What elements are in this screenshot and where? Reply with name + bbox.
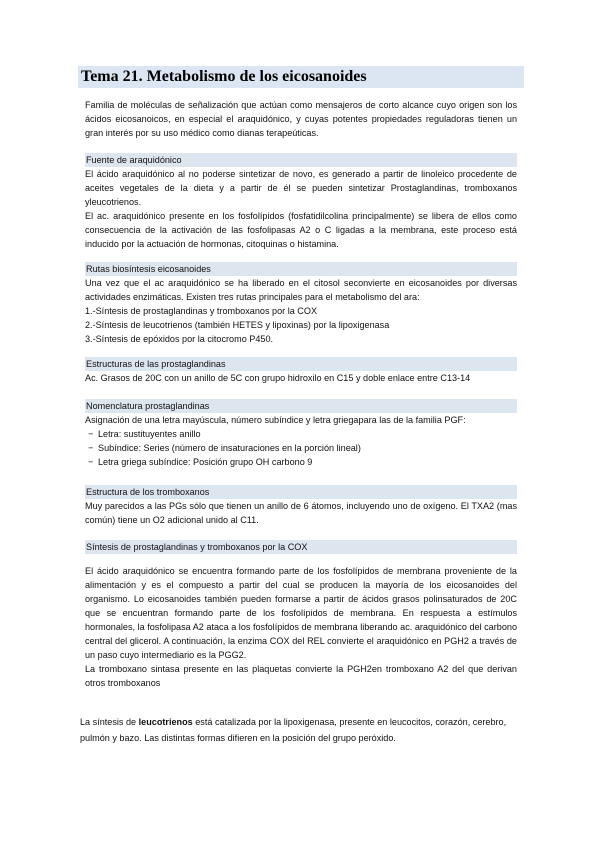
- section-heading-text: Síntesis de prostaglandinas y tromboxanos por la COX: [86, 542, 308, 552]
- section-heading-nomenclatura: [85, 399, 517, 413]
- intro-text: Familia de moléculas de señalización que actúan como mensajeros de corto alcance cuyo origen son los ácidos eicosanoicos, en especial el araquidónico, y cuyas potentes propiedades reguladoras tienen un gran interés por su uso médico como dianas terapeúticas.: [85, 100, 517, 138]
- section-heading-text: Fuente de araquidónico: [86, 155, 182, 165]
- text-run: La síntesis de: [80, 717, 139, 727]
- paragraph: Muy parecidos a las PGs sólo que tienen un anillo de 6 átomos, incluyendo uno de oxígeno. El TXA2 (mas común) tiene un O2 adicional unido al C11.: [85, 501, 517, 525]
- dash-marker: −: [88, 443, 94, 453]
- section-heading-rutas: [85, 262, 517, 276]
- section-heading-estructuras: [85, 357, 517, 371]
- section-heading-text: Estructuras de las prostaglandinas: [86, 359, 226, 369]
- dash-marker: −: [88, 457, 94, 467]
- list-item: [85, 455, 517, 469]
- section-heading-text: Rutas biosíntesis eicosanoides: [86, 264, 211, 274]
- page-title: Tema 21. Metabolismo de los eicosanoides: [81, 68, 367, 85]
- dash-marker: −: [88, 429, 94, 439]
- list-item: 1.-Síntesis de prostaglandinas y tromboxanos por la COX: [85, 306, 318, 316]
- section-heading-cox: [85, 540, 517, 554]
- section-body-cox: [85, 564, 517, 690]
- text-run: está catalizada por la lipoxigenasa, presente en leucocitos, corazón, cerebro, pulmón y bazo. Las distintas formas difieren en la posición del grupo peróxido.: [80, 717, 507, 743]
- paragraph: [80, 714, 520, 746]
- list-item: 3.-Síntesis de epóxidos por la citocromo P450.: [85, 334, 274, 344]
- paragraph: Ac. Grasos de 20C con un anillo de 5C con grupo hidroxilo en C15 y doble enlace entre C13-14: [85, 373, 471, 383]
- leucotrienos-paragraph: [80, 714, 520, 746]
- paragraph: Asignación de una letra mayúscula, número subíndice y letra griegapara las de la familia PGF:: [85, 415, 466, 425]
- section-heading-text: Nomenclatura prostaglandinas: [86, 401, 210, 411]
- section-heading-text: Estructura de los tromboxanos: [86, 487, 210, 497]
- list-item-text: Letra: sustituyentes anillo: [98, 429, 201, 439]
- paragraph: La tromboxano sintasa presente en las plaquetas convierte la PGH2en tromboxano A2 del que derivan otros tromboxanos: [85, 664, 517, 688]
- list-item: 2.-Síntesis de leucotrienos (también HETES y lipoxinas) por la lipoxigenasa: [85, 320, 390, 330]
- list-item-text: Subíndice: Series (número de insaturaciones en la porción lineal): [98, 443, 361, 453]
- list-item: [85, 441, 517, 455]
- section-body-rutas: [85, 276, 517, 346]
- paragraph: El ácido araquidónico al no poderse sintetizar de novo, es generado a partir de linoleico procedente de aceites vegetales de la dieta y a partir de él se pueden sintetizar Prostaglandinas, tromboxanos yleucotrienos.: [85, 169, 517, 207]
- section-body-nomenclatura: [85, 413, 517, 469]
- list-item-text: Letra griega subíndice: Posición grupo OH carbono 9: [98, 457, 313, 467]
- section-heading-fuente: [85, 153, 517, 167]
- paragraph: Una vez que el ac araquidónico se ha liberado en el citosol seconvierte en eicosanoides por diversas actividades enzimáticas. Existen tres rutas principales para el metabolismo del ara:: [85, 278, 517, 302]
- bold-term: leucotrienos: [138, 717, 193, 727]
- paragraph: El ac. araquidónico presente en los fosfolípidos (fosfatidilcolina principalmente) se libera de ellos como consecuencia de la activación de las fosfolipasas A2 o C ligadas a la membrana, este proceso está inducido por la actuación de hormonas, citoquinas o histamina.: [85, 211, 517, 249]
- list-item: [85, 427, 517, 441]
- section-body-estructuras: [85, 371, 517, 385]
- intro-paragraph: [85, 98, 517, 140]
- section-body-tromboxanos: [85, 499, 517, 527]
- section-heading-tromboxanos: [85, 485, 517, 499]
- section-body-fuente: [85, 167, 517, 251]
- paragraph: El ácido araquidónico se encuentra formando parte de los fosfolípidos de membrana proveniente de la alimentación y es el compuesto a partir del cual se producen la mayoría de los eicosanoides del organismo. Lo eicosanoides también pueden formarse a partir de ácidos grasos polinsaturados de 20C que se encuentran formando parte de los fosfolípidos de membrana. En respuesta a estímulos hormonales, la fosfolipasa A2 ataca a los fosfolípidos de membrana liberando ac. araquidónico del carbono central del glicerol. A continuación, la enzima COX del REL convierte el araquidónico en PGH2 a través de un paso cuyo intermediario es la PGG2.: [85, 566, 517, 660]
